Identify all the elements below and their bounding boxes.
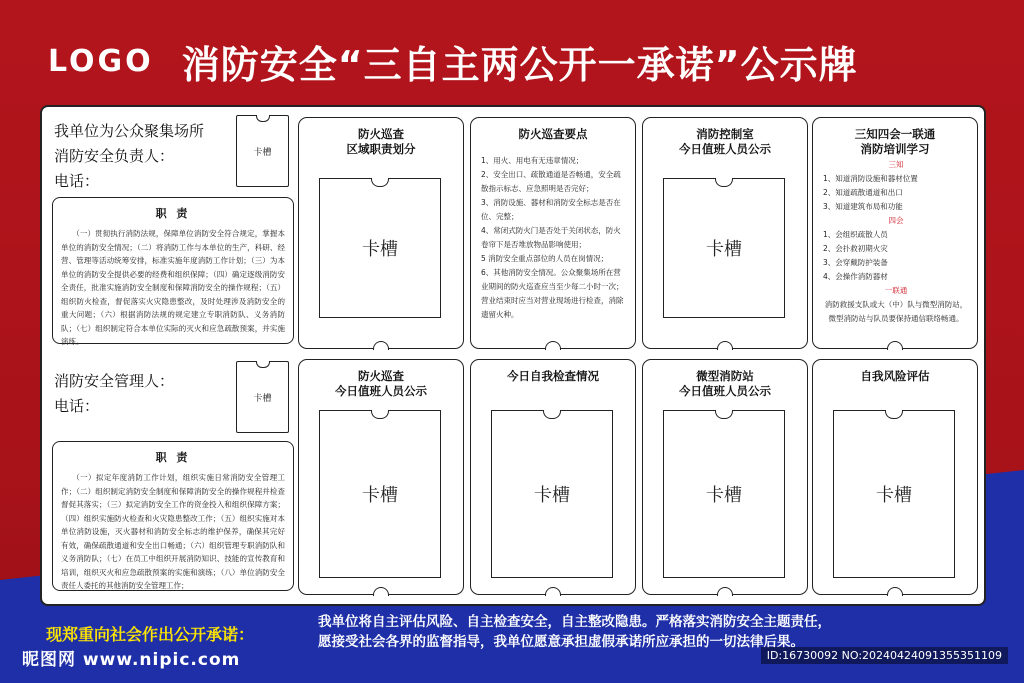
card-title: 防火巡查 区域职责划分 [346,127,416,156]
card-title: 消防控制室 今日值班人员公示 [679,127,771,156]
pledge-text [318,612,998,652]
responsible-person-block [54,119,204,194]
pledge-line: 我单位将自主评估风险、自主检查安全，自主整改隐患。严格落实消防安全主题责任， [318,614,831,630]
link-heading: 一联通 [884,286,908,295]
manager-duty-box [52,441,294,591]
pledge-line: 愿接受社会各界的监督指导，我单位愿意承担虚假承诺所应承担的一切法律后果。 [318,634,804,650]
card-title: 防火巡查 今日值班人员公示 [335,369,427,398]
manager-phone-label: 电话： [54,397,100,415]
notice-board [40,105,986,606]
card-patrol-area [298,117,464,349]
card-title: 自我风险评估 [860,369,930,383]
duty-title: 职 责 [155,207,191,220]
page-title: 消防安全“三自主两公开一承诺”公示牌 [181,42,858,87]
responsible-person-label: 消防安全负责人： [54,147,175,165]
card-title: 防火巡查要点 [518,127,588,141]
list-item: 4、会操作消防器材 [823,272,888,281]
card-slot: 卡槽 [319,178,441,318]
patrol-points-list [481,154,627,322]
card-notch [373,587,389,596]
list-item: 3、会穿戴防护装备 [823,258,888,267]
list-item: 3、消防设施、器材和消防安全标志是否在位、完整； [481,198,621,221]
responsible-duty-box [52,197,294,344]
slot-label: 卡槽 [253,147,272,158]
link-text: 消防救援支队或大（中）队与微型消防站，微型消防站与队员要保持通信联络畅通。 [824,300,968,323]
pledge-heading: 现郑重向社会作出公开承诺： [46,625,255,644]
card-notch [887,587,903,596]
duty-body: （一）贯彻执行消防法规，保障单位消防安全符合规定，掌握本单位的消防安全情况；（二）将消防工作与本单位的生产，科研、经营、管理等活动统筹安排，标准实施年度消防工作计划；（三）为本单位的消防安全提供必要的经费和组织保障；（四）确定逐级消防安全责任，批准实施消防安全制度和保障消防安全的操作规程；（五）组织防火检查，督促落实火灾隐患整改，及时处理涉及消防安全的重大问题；（六）根据消防法规的规定建立专职消防队、义务消防队；（七）组织制定符合本单位实际的灭火和应急疏散预案，并实施演练。 [61,229,285,346]
card-patrol-points [470,117,636,349]
logo: LOGO [48,43,154,79]
card-notch [717,341,733,350]
card-training [812,117,978,349]
venue-type-text: 我单位为公众聚集场所 [54,122,205,140]
duty-title: 职 责 [155,451,191,464]
list-item: 1、知道消防设施和器材位置 [823,174,918,183]
list-item: 2、知道疏散通道和出口 [823,188,903,197]
watermark-site: 昵图网 www.nipic.com [22,650,241,670]
slot-label: 卡槽 [253,393,272,404]
training-list [823,158,969,326]
card-control-room [642,117,808,349]
list-item: 3、知道建筑布局和功能 [823,202,903,211]
left-column [52,107,298,604]
card-slot: 卡槽 [663,410,785,578]
card-slot: 卡槽 [319,410,441,578]
can-heading: 四会 [888,216,904,225]
list-item: 6、其他消防安全情况。公众聚集场所在营业期间的防火巡查应当至少每二小时一次；营业结束时应当对营业现场进行检查，消除遗留火种。 [481,268,624,319]
card-micro-station [642,359,808,595]
know-heading: 三知 [888,160,904,169]
card-patrol-duty [298,359,464,595]
card-notch [545,587,561,596]
card-notch [887,341,903,350]
card-risk-assessment [812,359,978,595]
list-item: 4、常闭式防火门是否处于关闭状态，防火卷帘下是否堆放物品影响使用； [481,226,621,249]
card-title: 微型消防站 今日值班人员公示 [679,369,771,398]
card-title: 今日自我检查情况 [507,369,599,383]
list-item: 2、安全出口、疏散通道是否畅通，安全疏散指示标志、应急照明是否完好； [481,170,621,193]
manager-person-block [54,369,174,419]
manager-person-label: 消防安全管理人： [54,372,175,390]
list-item: 1、会组织疏散人员 [823,230,888,239]
card-slot: 卡槽 [663,178,785,318]
watermark-id: ID:16730092 NO:20240424091355351109 [761,647,1008,664]
card-title: 三知四会一联通 消防培训学习 [854,127,936,156]
list-item: 1、用火、用电有无违章情况； [481,156,584,165]
list-item: 5 消防安全重点部位的人员在岗情况； [481,254,609,263]
header [48,36,858,86]
card-notch [545,341,561,350]
responsible-card-slot [236,115,289,187]
card-self-check [470,359,636,595]
card-notch [373,341,389,350]
duty-body: （一）拟定年度消防工作计划，组织实施日常消防安全管理工作；（二）组织制定消防安全制度和保障消防安全的操作规程并检查督促其落实；（三）拟定消防安全工作的资金投入和组织保障方案；（四）组织实施防火检查和火灾隐患整改工作；（五）组织实施对本单位消防设施，灭火器材和消防安全标志的维护保养，确保其完好有效，确保疏散通道和安全出口畅通；（六）组织管理专职消防队和义务消防队；（七）在员工中组织开展消防知识、技能的宣传教育和培训，组织灭火和应急疏散预案的实施和演练；（八）单位消防安全责任人委托的其他消防安全管理工作； [61,473,285,590]
card-slot: 卡槽 [491,410,613,578]
responsible-phone-label: 电话： [54,172,100,190]
list-item: 2、会扑救初期火灾 [823,244,888,253]
manager-card-slot [236,361,289,433]
card-slot: 卡槽 [833,410,955,578]
card-notch [717,587,733,596]
